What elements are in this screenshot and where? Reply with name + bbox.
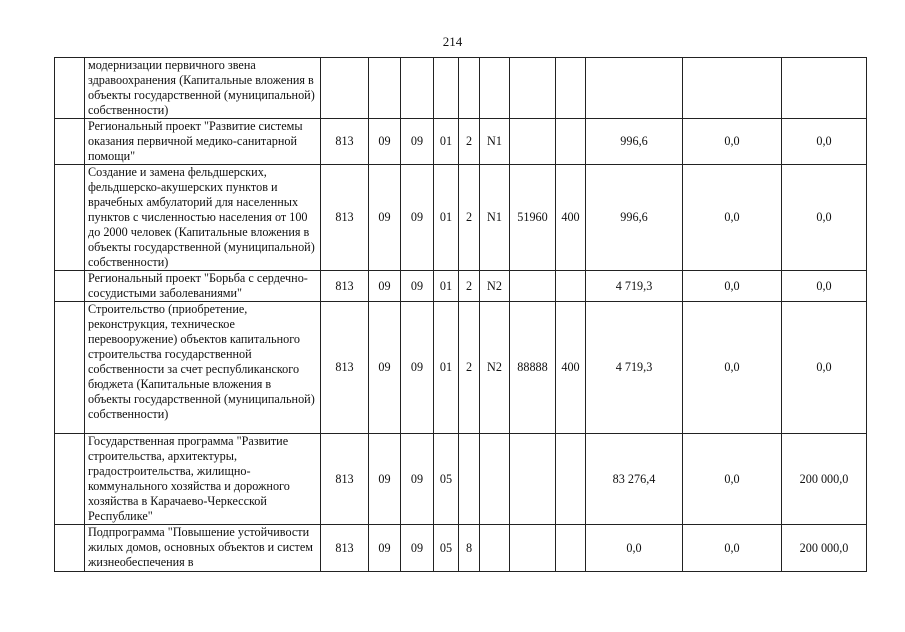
code-vr: 400 xyxy=(556,165,586,271)
code-rz: 09 xyxy=(369,525,401,572)
code-cs3: N1 xyxy=(480,165,510,271)
row-name: Подпрограмма "Повышение устойчивости жилых домов, основных объектов и систем жизнеобеспечения в xyxy=(85,525,321,572)
amount-year2: 0,0 xyxy=(683,271,782,302)
code-cs2: 2 xyxy=(459,271,480,302)
code-cs3: N2 xyxy=(480,271,510,302)
amount-year1: 83 276,4 xyxy=(586,434,683,525)
row-number-cell xyxy=(55,165,85,271)
code-rz xyxy=(369,58,401,119)
code-rz: 09 xyxy=(369,271,401,302)
code-rz: 09 xyxy=(369,165,401,271)
code-vr: 400 xyxy=(556,302,586,434)
code-cs4: 88888 xyxy=(510,302,556,434)
table-row xyxy=(55,302,867,434)
budget-table xyxy=(54,57,867,572)
code-pr: 09 xyxy=(401,165,434,271)
code-cs1 xyxy=(434,58,459,119)
code-cs3: N2 xyxy=(480,302,510,434)
table-row xyxy=(55,271,867,302)
amount-year1: 4 719,3 xyxy=(586,302,683,434)
code-cs1: 01 xyxy=(434,271,459,302)
amount-year2: 0,0 xyxy=(683,434,782,525)
code-cs1: 05 xyxy=(434,525,459,572)
code-pr: 09 xyxy=(401,434,434,525)
code-cs4 xyxy=(510,525,556,572)
amount-year1: 996,6 xyxy=(586,119,683,165)
row-number-cell xyxy=(55,302,85,434)
code-gr: 813 xyxy=(321,302,369,434)
amount-year1: 0,0 xyxy=(586,525,683,572)
amount-year3: 0,0 xyxy=(782,302,867,434)
amount-year2: 0,0 xyxy=(683,525,782,572)
amount-year3 xyxy=(782,58,867,119)
code-cs4 xyxy=(510,434,556,525)
page-number: 214 xyxy=(442,34,463,49)
row-name: Государственная программа "Развитие строительства, архитектуры, градостроительства, жилищно-коммунального хозяйства и дорожного хозяйства в Карачаево-Черкесской Республике" xyxy=(85,434,321,525)
amount-year3: 0,0 xyxy=(782,271,867,302)
code-gr: 813 xyxy=(321,271,369,302)
code-cs2: 2 xyxy=(459,302,480,434)
code-vr xyxy=(556,58,586,119)
amount-year3: 0,0 xyxy=(782,119,867,165)
amount-year2: 0,0 xyxy=(683,302,782,434)
code-vr xyxy=(556,434,586,525)
row-name: модернизации первичного звена здравоохранения (Капитальные вложения в объекты государственной (муниципальной) собственности) xyxy=(85,58,321,119)
amount-year2 xyxy=(683,58,782,119)
amount-year1 xyxy=(586,58,683,119)
amount-year1: 4 719,3 xyxy=(586,271,683,302)
code-gr: 813 xyxy=(321,434,369,525)
code-cs3: N1 xyxy=(480,119,510,165)
code-cs1: 01 xyxy=(434,165,459,271)
code-rz: 09 xyxy=(369,119,401,165)
code-gr: 813 xyxy=(321,165,369,271)
amount-year2: 0,0 xyxy=(683,165,782,271)
row-name: Региональный проект "Развитие системы оказания первичной медико-санитарной помощи" xyxy=(85,119,321,165)
code-cs1: 01 xyxy=(434,119,459,165)
amount-year3: 200 000,0 xyxy=(782,434,867,525)
code-cs3 xyxy=(480,58,510,119)
row-name: Создание и замена фельдшерских, фельдшерско-акушерских пунктов и врачебных амбулаторий для населенных пунктов с численностью населения от 100 до 2000 человек (Капитальные вложения в объекты государственной (муниципальной) собственности) xyxy=(85,165,321,271)
row-number-cell xyxy=(55,434,85,525)
code-rz: 09 xyxy=(369,302,401,434)
code-rz: 09 xyxy=(369,434,401,525)
amount-year1: 996,6 xyxy=(586,165,683,271)
code-cs1: 05 xyxy=(434,434,459,525)
code-cs4: 51960 xyxy=(510,165,556,271)
code-vr xyxy=(556,119,586,165)
code-pr: 09 xyxy=(401,119,434,165)
row-number-cell xyxy=(55,119,85,165)
row-number-cell xyxy=(55,525,85,572)
row-name: Региональный проект "Борьба с сердечно-сосудистыми заболеваниями" xyxy=(85,271,321,302)
code-gr: 813 xyxy=(321,119,369,165)
code-cs1: 01 xyxy=(434,302,459,434)
code-pr: 09 xyxy=(401,302,434,434)
amount-year2: 0,0 xyxy=(683,119,782,165)
code-cs4 xyxy=(510,271,556,302)
row-number-cell xyxy=(55,271,85,302)
code-pr: 09 xyxy=(401,271,434,302)
table-row xyxy=(55,525,867,572)
code-cs4 xyxy=(510,58,556,119)
row-number-cell xyxy=(55,58,85,119)
table-row xyxy=(55,434,867,525)
code-pr: 09 xyxy=(401,525,434,572)
row-name: Строительство (приобретение, реконструкция, техническое перевооружение) объектов капитального строительства государственной собственности за счет республиканского бюджета (Капитальные вложения в объекты государственной (муниципальной) собственности) xyxy=(85,302,321,434)
table-row xyxy=(55,165,867,271)
code-vr xyxy=(556,525,586,572)
code-cs3 xyxy=(480,434,510,525)
amount-year3: 200 000,0 xyxy=(782,525,867,572)
code-pr xyxy=(401,58,434,119)
code-cs2: 8 xyxy=(459,525,480,572)
code-cs2: 2 xyxy=(459,165,480,271)
amount-year3: 0,0 xyxy=(782,165,867,271)
code-cs2: 2 xyxy=(459,119,480,165)
code-cs4 xyxy=(510,119,556,165)
code-gr xyxy=(321,58,369,119)
code-cs3 xyxy=(480,525,510,572)
code-gr: 813 xyxy=(321,525,369,572)
code-cs2 xyxy=(459,434,480,525)
code-vr xyxy=(556,271,586,302)
table-row xyxy=(55,58,867,119)
code-cs2 xyxy=(459,58,480,119)
table-row xyxy=(55,119,867,165)
